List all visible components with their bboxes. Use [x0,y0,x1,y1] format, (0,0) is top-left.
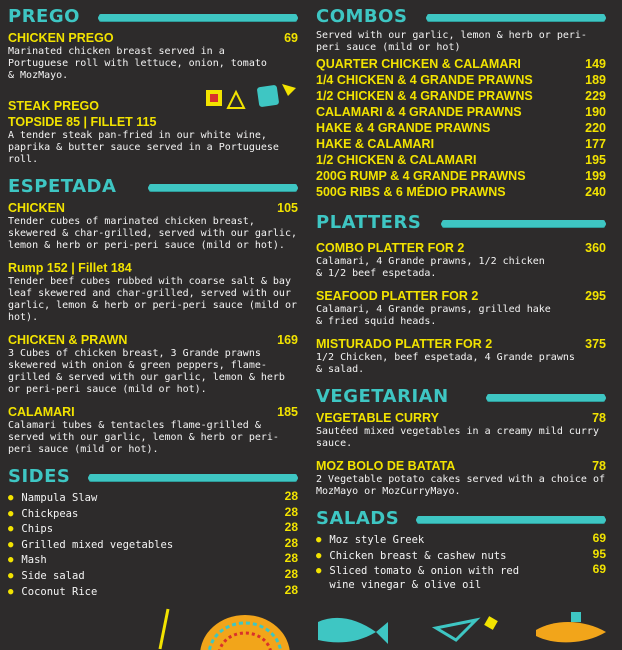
list-item: HAKE & 4 GRANDE PRAWNS 220 [316,121,606,135]
menu-item-bolo-de-batata: MOZ BOLO DE BATATA 78 2 Vegetable potato cakes served with a choice of MozMayo or MozCurryMayo. [316,459,606,497]
brush-stroke-decoration [148,185,298,191]
list-item: ● Mash 28 [8,551,298,567]
section-header-sides [8,464,298,490]
bullet-icon: ● [8,493,14,503]
list-item: ● Chickpeas 28 [8,504,298,520]
item-description: Tender beef cubes rubbed with coarse salt & bay leaf skewered and char-grilled, served with our garlic, lemon & herb or peri-peri sauce (mild or hot). [8,276,297,323]
item-name: Rump 152 | Fillet 184 [8,261,132,275]
brush-stroke-decoration [88,475,298,481]
menu-item-chicken-prawn [8,332,298,396]
brush-stroke-decoration [426,15,606,21]
item-price: 185 [277,405,298,419]
bullet-icon: ● [316,566,322,577]
section-title-combos: COMBOS [316,6,408,27]
fish-decoration [316,610,622,650]
item-name: STEAK PREGO [8,99,99,113]
item-price: 105 [277,201,298,215]
brush-stroke-decoration [98,15,298,21]
list-item: ● Side salad 28 [8,566,298,582]
list-item: HAKE & CALAMARI 177 [316,137,606,151]
section-header-combos [316,4,606,30]
bullet-icon: ● [8,524,14,535]
combos-description: Served with our garlic, lemon & herb or peri-peri sauce (mild or hot) [316,30,587,53]
list-item: 500G RIBS & 6 MÉDIO PRAWNS 240 [316,185,606,199]
list-item: QUARTER CHICKEN & CALAMARI 149 [316,57,606,71]
triangle-shape [228,92,244,108]
skewer-shape [160,609,168,649]
section-title-prego: PREGO [8,6,80,27]
section-title-salads: SALADS [316,508,400,529]
section-title-platters: PLATTERS [316,212,422,233]
menu-item-combo-platter: COMBO PLATTER FOR 2 360 Calamari, 4 Grande prawns, 1/2 chicken & 1/2 beef espetada. [316,241,606,279]
bullet-icon: ● [8,555,14,566]
fish-tail-shape [376,622,388,644]
item-name: CHICKEN PREGO [8,31,114,45]
bullet-icon: ● [316,535,322,545]
bullet-icon: ● [8,586,14,597]
red-square-shape [210,94,218,102]
section-title-espetada: ESPETADA [8,176,117,197]
right-column [316,0,606,592]
salads-list [316,532,606,592]
list-item: ● Moz style Greek 69 [316,531,606,546]
list-item: ● Sliced tomato & onion with red wine vinegar & olive oil 69 [316,562,606,591]
list-item: 1/2 CHICKEN & CALAMARI 195 [316,153,606,167]
item-name: CALAMARI [8,405,75,419]
item-options: TOPSIDE 85 | FILLET 115 [8,115,157,129]
section-header-vegetarian [316,384,606,410]
yellow-square-shape [484,616,498,630]
orange-fish-shape [536,622,606,642]
bullet-icon: ● [8,508,14,519]
list-item: CALAMARI & 4 GRANDE PRAWNS 190 [316,105,606,119]
bullet-icon: ● [8,570,14,581]
teal-square-shape [571,612,581,622]
item-description: Marinated chicken breast served in a Portuguese roll with lettuce, onion, tomato & MozMayo. [8,46,267,81]
geometric-shapes-decoration [200,80,300,130]
list-item: ● Coconut Rice 28 [8,582,298,598]
brush-stroke-decoration [486,395,606,401]
bowl-shape [200,615,290,650]
section-header-salads [316,506,606,532]
menu-item-seafood-platter: SEAFOOD PLATTER FOR 2 295 Calamari, 4 Grande prawns, grilled hake & fried squid heads. [316,289,606,327]
section-header-espetada [8,174,298,200]
item-price: 69 [284,31,298,45]
item-description: Calamari tubes & tentacles flame-grilled & served with our garlic, lemon & herb or peri-peri sauce (mild or hot). [8,420,279,455]
bullet-icon: ● [316,550,322,561]
yellow-triangle-shape [282,84,296,96]
menu-item-espetada-rump [8,260,298,324]
brush-stroke-decoration [416,517,606,523]
section-header-platters [316,210,606,236]
list-item: ● Nampula Slaw 28 [8,489,298,504]
menu-item-calamari [8,404,298,456]
list-item: 200G RUMP & 4 GRANDE PRAWNS 199 [316,169,606,183]
list-item: ● Chips 28 [8,520,298,536]
item-description: 3 Cubes of chicken breast, 3 Grande prawns skewered with onion & green peppers, flame-grilled & served with our garlic, lemon & herb or peri-peri sauce (mild or hot). [8,348,285,395]
bullet-icon: ● [8,539,14,550]
brush-stroke-decoration [441,221,606,227]
item-description: A tender steak pan-fried in our white wine, paprika & butter sauce served in a Portuguese roll. [8,130,279,165]
menu-item-espetada-chicken [8,200,298,252]
teal-fish-shape [318,618,376,642]
item-name: CHICKEN & PRAWN [8,333,128,347]
item-name: CHICKEN [8,201,65,215]
patterned-bowl-decoration [150,605,300,650]
section-header-prego [8,4,298,30]
sides-list [8,490,298,599]
section-title-sides: SIDES [8,466,71,487]
menu-item-misturado-platter: MISTURADO PLATTER FOR 2 375 1/2 Chicken, beef espetada, 4 Grande prawns & salad. [316,337,606,375]
menu-item-chicken-prego [8,30,298,82]
list-item: 1/2 CHICKEN & 4 GRANDE PRAWNS 229 [316,89,606,103]
teal-triangle-shape [436,620,476,640]
list-item: ● Grilled mixed vegetables 28 [8,535,298,551]
item-price: 169 [277,333,298,347]
list-item: ● Chicken breast & cashew nuts 95 [316,546,606,562]
menu-item-vegetable-curry: VEGETABLE CURRY 78 Sautéed mixed vegetables in a creamy mild curry sauce. [316,411,606,449]
item-description: Tender cubes of marinated chicken breast, skewered & char-grilled, served with our garlic, lemon & herb or peri-peri sauce (mild or hot). [8,216,297,251]
list-item: 1/4 CHICKEN & 4 GRANDE PRAWNS 189 [316,73,606,87]
teal-square-shape [257,85,280,108]
combos-list [316,56,606,200]
section-title-vegetarian: VEGETARIAN [316,386,449,407]
